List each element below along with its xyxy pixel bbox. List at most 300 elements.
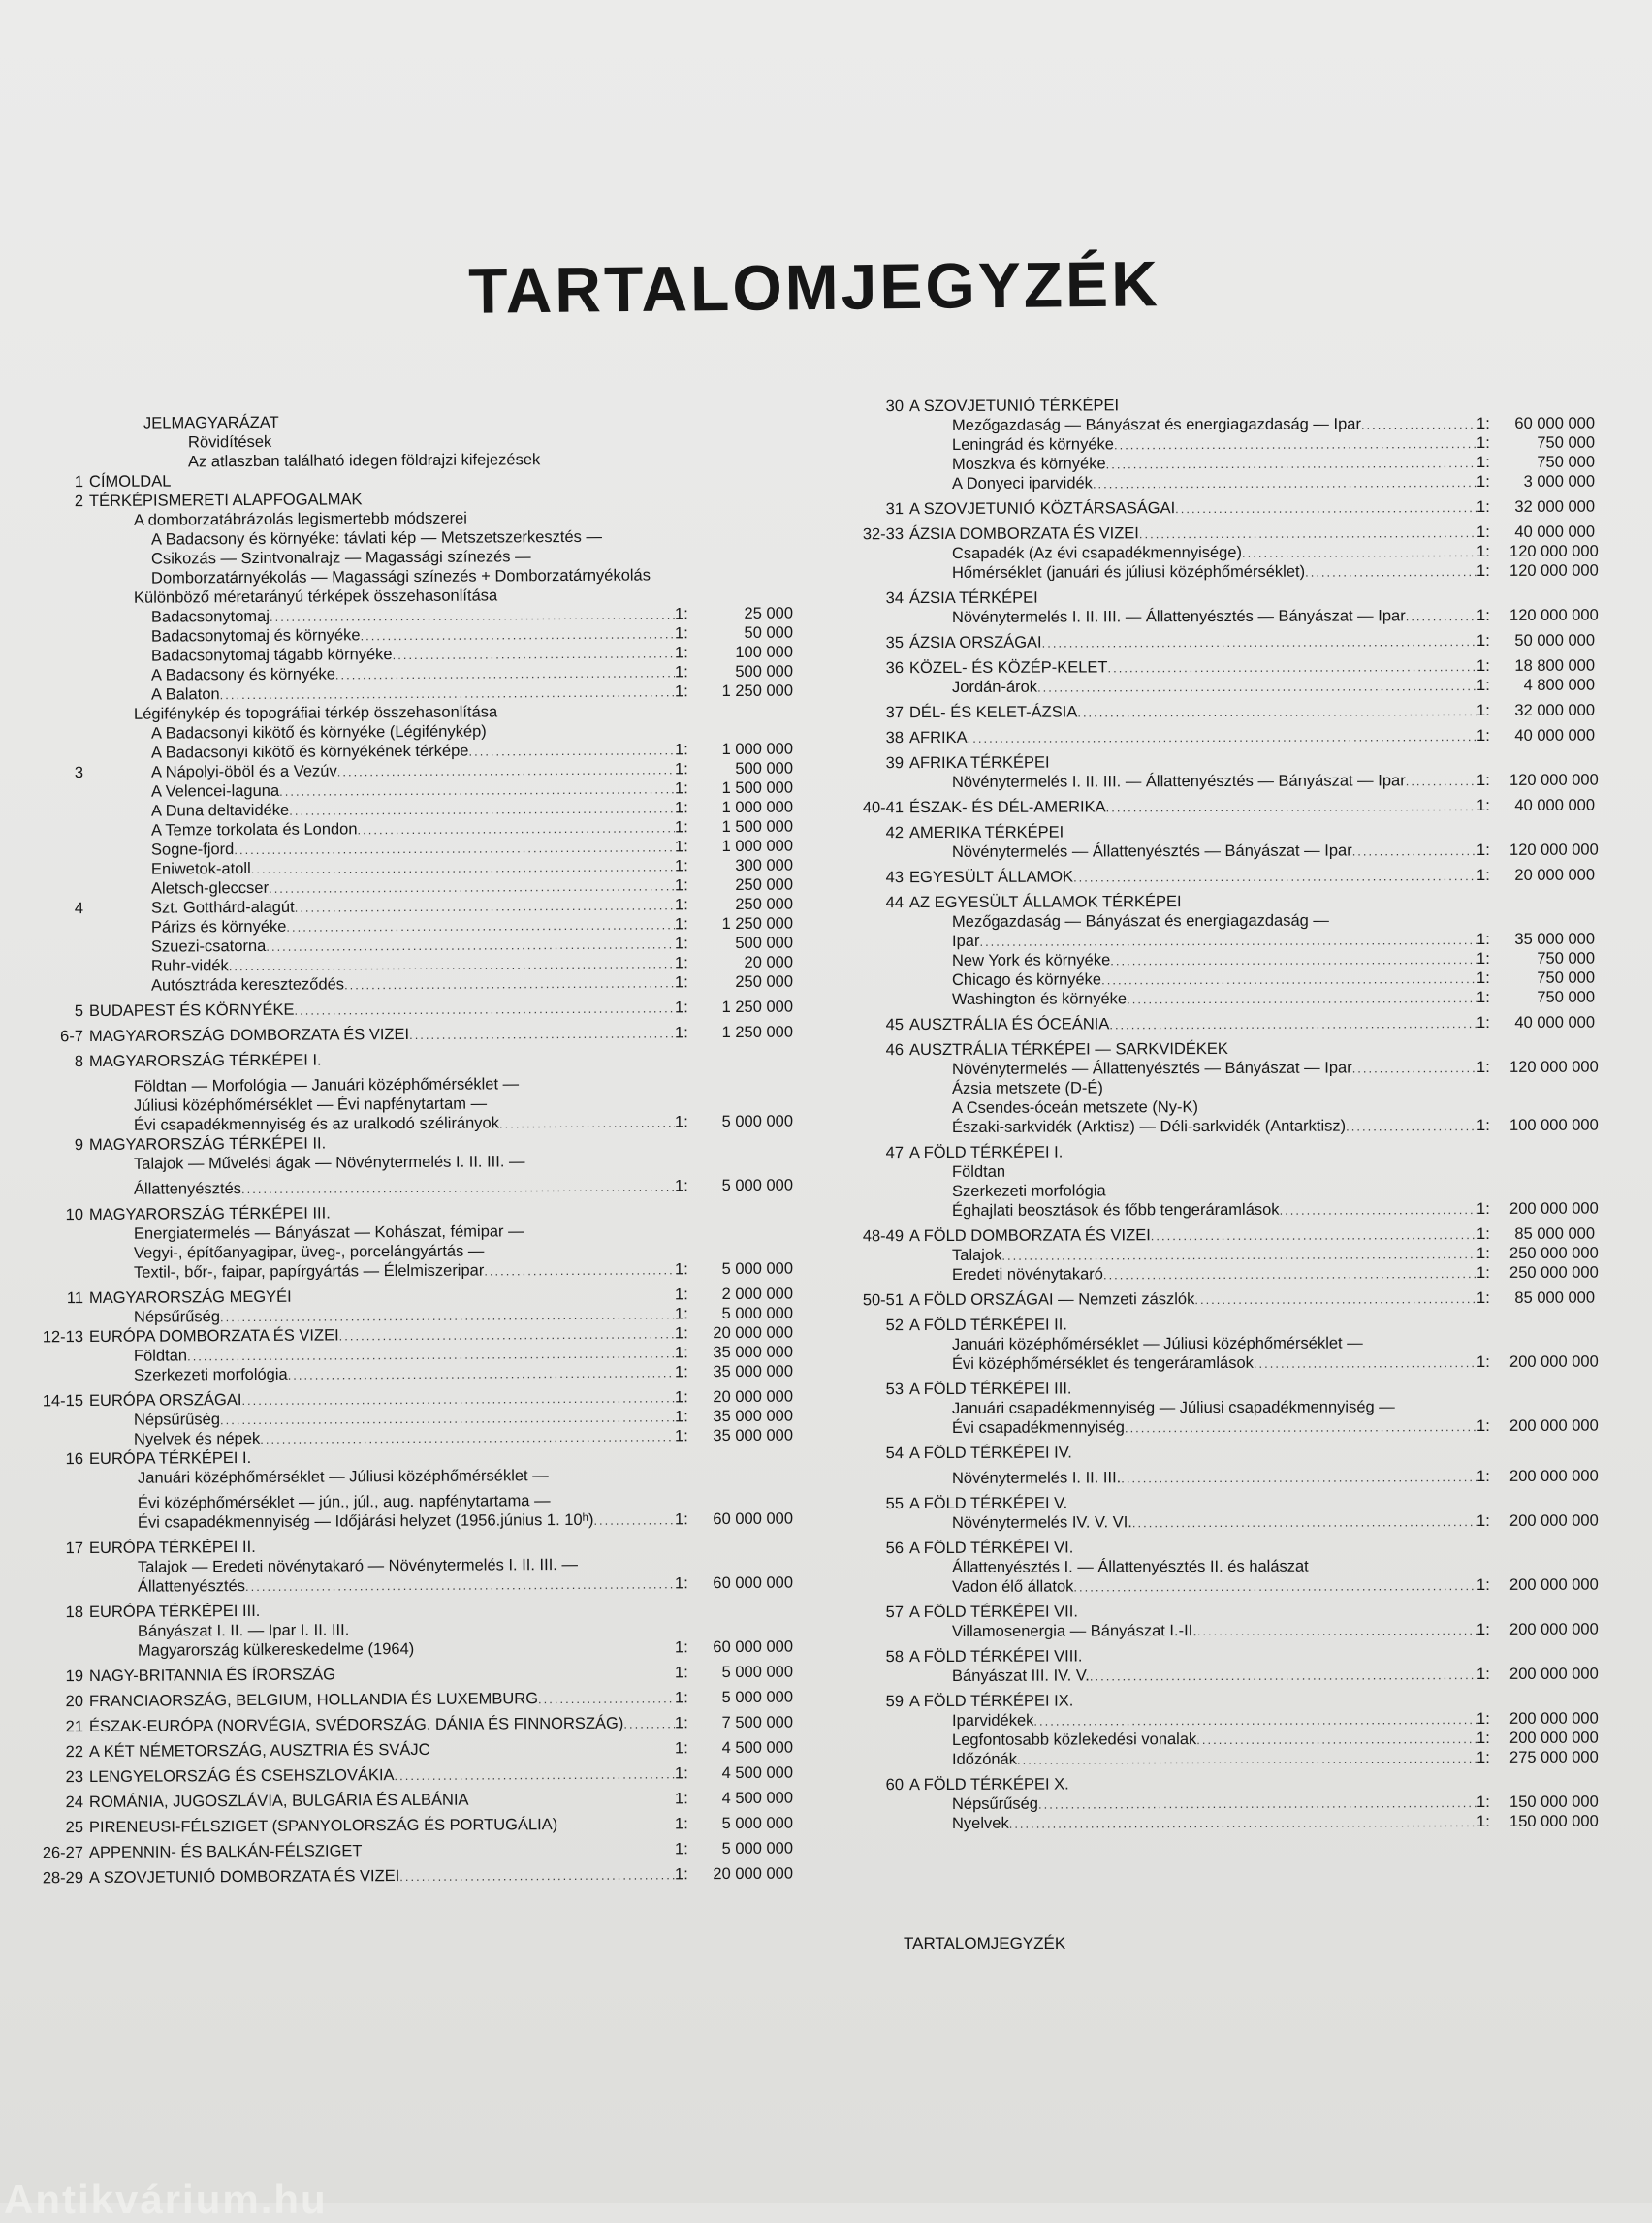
scale-value: 5 000 000	[708, 1663, 793, 1683]
spacer	[1103, 1092, 1477, 1093]
toc-entry	[834, 1378, 1595, 1400]
entry-title: Földtan — Morfológia — Januári középhőmérséklet —	[89, 1074, 519, 1096]
toc-entry	[834, 1575, 1595, 1598]
scale-prefix: 1:	[1477, 414, 1509, 433]
scale-prefix: 1:	[1477, 1416, 1509, 1436]
page-number: 22	[27, 1742, 89, 1762]
dot-leader	[1121, 1468, 1477, 1488]
scale-value: 1 500 000	[708, 817, 793, 838]
entry-title: A Badacsonyi kikötő és környéke (Légifénykép)	[89, 722, 487, 745]
scale-prefix: 1:	[675, 682, 708, 701]
toc-entry	[834, 1224, 1595, 1247]
scale-value	[708, 1088, 793, 1089]
dot-leader	[1077, 702, 1477, 722]
page-number: 16	[27, 1449, 89, 1469]
dot-leader	[1132, 1512, 1477, 1533]
scale-prefix: 1:	[1477, 1748, 1509, 1767]
scale-value: 50 000 000	[1509, 631, 1595, 651]
page-number: 5	[27, 1001, 89, 1021]
dot-leader	[1090, 1666, 1477, 1686]
entry-title: Bányászat III. IV. V.	[909, 1666, 1090, 1686]
scale-value: 4 500 000	[708, 1738, 793, 1759]
spacer	[1064, 836, 1477, 837]
scale-value: 5 000 000	[708, 1814, 793, 1834]
dot-leader	[484, 1260, 675, 1281]
scale-prefix: 1:	[1477, 969, 1509, 988]
entry-title: Mezőgazdaság — Bányászat és energiagazdaság —	[909, 911, 1329, 933]
entry-title: Legfontosabb közlekedési vonalak	[909, 1730, 1196, 1750]
page-number: 28-29	[27, 1868, 89, 1888]
entry-title: Állattenyésztés	[89, 1179, 241, 1199]
page-number: 36	[834, 658, 909, 678]
entry-title: Nyelvek	[909, 1814, 1009, 1833]
scale-prefix: 1:	[1477, 726, 1509, 746]
toc-entry	[834, 453, 1595, 475]
entry-title: Évi csapadékmennyiség	[909, 1417, 1125, 1438]
scale-prefix: 1:	[675, 1362, 708, 1381]
scale-prefix: 1:	[675, 1713, 708, 1732]
toc-entry	[834, 472, 1595, 494]
page-number: 34	[834, 588, 909, 608]
dot-leader	[1361, 415, 1477, 434]
entry-title: A SZOVJETUNIÓ DOMBORZATA ÉS VIZEI	[89, 1866, 399, 1888]
dot-leader	[1406, 607, 1477, 626]
entry-title: Csapadék (Az évi csapadékmennyisége)	[909, 543, 1242, 563]
spacer	[326, 1146, 675, 1148]
toc-entry	[834, 395, 1595, 417]
entry-title: NAGY-BRITANNIA ÉS ÍRORSZÁG	[89, 1665, 335, 1686]
scale-value: 2 000 000	[708, 1285, 793, 1305]
toc-entry	[834, 891, 1595, 913]
scale-value: 25 000	[708, 604, 793, 624]
scale-prefix: 1:	[675, 1285, 708, 1304]
scale-value: 300 000	[708, 856, 793, 876]
scale-prefix: 1:	[675, 1789, 708, 1808]
scale-value: 200 000 000	[1509, 1709, 1595, 1729]
scale-prefix: 1:	[675, 895, 708, 914]
scale-prefix: 1:	[1477, 1467, 1509, 1486]
toc-entry	[834, 587, 1595, 609]
toc-entry	[834, 1492, 1595, 1514]
scale-prefix: 1:	[1477, 1729, 1509, 1748]
page-number: 12-13	[27, 1327, 89, 1347]
toc-entry	[834, 1812, 1595, 1834]
scale-prefix: 1:	[1477, 866, 1509, 885]
entry-title: EURÓPA TÉRKÉPEI III.	[89, 1602, 260, 1622]
toc-entry	[834, 1199, 1595, 1222]
entry-title: A FÖLD TÉRKÉPEI III.	[909, 1380, 1072, 1400]
toc-entry	[834, 433, 1595, 456]
entry-title: Autósztráda kereszteződés	[89, 974, 344, 996]
page-number: 30	[834, 397, 909, 416]
scale-value: 150 000 000	[1509, 1793, 1595, 1812]
page-number: 17	[27, 1539, 89, 1558]
entry-title: Légifénykép és topográfiai térkép összehasonlítása	[89, 702, 497, 724]
scale-value	[708, 1216, 793, 1217]
scale-prefix: 1:	[675, 623, 708, 643]
entry-title: EURÓPA DOMBORZATA ÉS VIZEI	[89, 1325, 339, 1347]
entry-title: A FÖLD TÉRKÉPEI VI.	[909, 1539, 1073, 1559]
toc-entry	[27, 1259, 793, 1284]
dot-leader	[1242, 543, 1477, 563]
page-number: 52	[834, 1316, 909, 1335]
toc-entry	[834, 1773, 1595, 1795]
spacer	[578, 1569, 675, 1570]
scale-prefix: 1:	[675, 914, 708, 934]
spacer	[1309, 1571, 1477, 1572]
page-number: 8	[27, 1052, 89, 1071]
entry-title: A FÖLD TÉRKÉPEI IX.	[909, 1692, 1073, 1712]
toc-entry	[834, 1645, 1595, 1667]
scale-prefix: 1:	[675, 1864, 708, 1884]
dot-leader	[1073, 867, 1477, 887]
dot-leader	[1305, 562, 1477, 583]
toc-entry	[834, 701, 1595, 723]
spacer	[1063, 1156, 1477, 1157]
page-number: 47	[834, 1143, 909, 1162]
scale-value: 1 250 000	[708, 914, 793, 935]
toc-entry	[834, 949, 1595, 971]
entry-title: A SZOVJETUNIÓ KÖZTÁRSASÁGAI	[909, 498, 1175, 519]
entry-title: Szt. Gotthárd-alagút	[89, 898, 295, 918]
dot-leader	[1107, 657, 1477, 678]
scale-value: 35 000 000	[708, 1362, 793, 1382]
toc-entry	[834, 1116, 1595, 1138]
entry-title: A Balaton	[89, 684, 220, 705]
entry-title: Mezőgazdaság — Bányászat és energiagazdaság — Ipar	[909, 414, 1361, 435]
toc-entry	[834, 930, 1595, 952]
dot-leader	[1280, 1200, 1477, 1221]
scale-prefix: 1:	[1477, 676, 1509, 695]
toc-entry	[27, 1176, 793, 1200]
entry-title: Növénytermelés IV. V. VI.	[909, 1512, 1132, 1533]
entry-title: Bányászat I. II. — Ipar I. II. III.	[89, 1620, 349, 1641]
scale-prefix: 1:	[1477, 542, 1509, 561]
dot-leader	[1073, 1576, 1477, 1597]
page-number: 43	[834, 868, 909, 887]
entry-title: Párizs és környéke	[89, 917, 287, 937]
toc-entry	[834, 1556, 1595, 1578]
spacer	[1050, 766, 1477, 768]
scale-value	[708, 580, 793, 581]
scale-value: 250 000	[708, 875, 793, 896]
entry-title: A Velencei-laguna	[89, 781, 279, 802]
entry-title: Időzónák	[909, 1750, 1017, 1769]
scale-prefix: 1:	[1477, 771, 1509, 790]
scale-value: 750 000	[1509, 949, 1595, 969]
spacer	[1119, 409, 1477, 410]
toc-entry	[834, 1442, 1595, 1464]
scale-prefix: 1:	[675, 1323, 708, 1343]
scale-prefix: 1:	[1477, 1224, 1509, 1244]
entry-title: A KÉT NÉMETORSZÁG, AUSZTRIA ÉS SVÁJC	[89, 1740, 430, 1762]
scale-value: 7 500 000	[708, 1713, 793, 1733]
scale-value: 20 000 000	[708, 1864, 793, 1885]
scale-value: 20 000 000	[708, 1387, 793, 1408]
scale-value: 750 000	[1509, 433, 1595, 453]
entry-title: Ázsia metszete (D-É)	[909, 1078, 1103, 1098]
spacer	[1182, 905, 1477, 906]
scale-prefix: 1:	[675, 953, 708, 972]
scale-prefix: 1:	[1477, 1665, 1509, 1684]
entry-title: AZ EGYESÜLT ÁLLAMOK TÉRKÉPEI	[909, 892, 1182, 912]
page-number: 3	[27, 763, 89, 782]
scale-prefix: 1:	[675, 1663, 708, 1682]
toc-entry	[27, 1814, 793, 1838]
entry-title: Földtan	[89, 1346, 187, 1366]
entry-title: KÖZEL- ÉS KÖZÉP-KELET	[909, 657, 1108, 678]
toc-entry	[834, 1690, 1595, 1712]
entry-title: AMERIKA TÉRKÉPEI	[909, 823, 1064, 843]
spacer	[292, 1299, 675, 1301]
page-number: 42	[834, 823, 909, 842]
entry-title: JELMAGYARÁZAT	[89, 413, 279, 433]
toc-entry	[834, 606, 1595, 628]
scale-prefix: 1:	[1477, 949, 1509, 969]
toc-entry	[834, 656, 1595, 679]
scale-value	[708, 425, 793, 426]
entry-title: Szerkezeti morfológia	[89, 1365, 288, 1385]
scale-value: 500 000	[708, 759, 793, 779]
toc-entry	[834, 1288, 1595, 1311]
page-number: 21	[27, 1717, 89, 1736]
toc-entry	[834, 1013, 1595, 1035]
page-number: 9	[27, 1135, 89, 1155]
spacer	[1072, 1456, 1477, 1457]
footer-reference: TARTALOMJEGYZÉK	[904, 1934, 1065, 1953]
dot-leader	[1114, 434, 1477, 455]
page-number: 44	[834, 893, 909, 912]
entry-title: A FÖLD TÉRKÉPEI II.	[909, 1316, 1067, 1336]
scale-prefix: 1:	[675, 1387, 708, 1407]
scale-prefix: 1:	[1477, 1620, 1509, 1639]
dot-leader	[344, 973, 675, 995]
scale-value: 275 000 000	[1509, 1748, 1595, 1767]
dot-leader	[1009, 1813, 1477, 1834]
scale-value: 60 000 000	[708, 1509, 793, 1530]
page-number: 56	[834, 1539, 909, 1558]
scale-value: 85 000 000	[1509, 1224, 1595, 1244]
page-number: 31	[834, 499, 909, 519]
toc-entry	[834, 1467, 1595, 1489]
spacer	[1228, 1053, 1477, 1054]
entry-title: A FÖLD TÉRKÉPEI IV.	[909, 1444, 1072, 1464]
scale-value: 35 000 000	[708, 1426, 793, 1446]
scale-prefix: 1:	[1477, 523, 1509, 542]
scale-value: 20 000 000	[708, 1323, 793, 1344]
scale-value: 250 000 000	[1509, 1244, 1595, 1263]
entry-title: Évi középhőmérséklet — jún., júl., aug. napfénytartama —	[89, 1491, 551, 1513]
entry-title: Chicago és környéke	[909, 969, 1101, 990]
scale-value: 18 800 000	[1509, 656, 1595, 676]
scale-prefix: 1:	[1477, 606, 1509, 625]
dot-leader	[1103, 1264, 1477, 1285]
scale-prefix: 1:	[675, 1259, 708, 1279]
scale-value	[708, 1146, 793, 1147]
scale-prefix: 1:	[1477, 841, 1509, 860]
scale-value: 750 000	[1509, 969, 1595, 988]
toc-entry	[27, 1509, 793, 1534]
scale-value: 200 000 000	[1509, 1575, 1595, 1595]
page-number: 37	[834, 703, 909, 722]
toc-entry	[834, 414, 1595, 436]
scale-prefix: 1:	[1477, 930, 1509, 949]
spacer	[363, 1854, 676, 1856]
page-number: 10	[27, 1205, 89, 1224]
page-number: 54	[834, 1444, 909, 1463]
entry-title: Leningrád és környéke	[909, 434, 1114, 455]
scale-value: 40 000 000	[1509, 523, 1595, 542]
scale-value: 5 000 000	[708, 1112, 793, 1132]
page-number: 58	[834, 1647, 909, 1667]
scale-prefix: 1:	[675, 662, 708, 682]
entry-title: A FÖLD TÉRKÉPEI V.	[909, 1494, 1067, 1514]
scale-value: 150 000 000	[1509, 1812, 1595, 1831]
dot-leader	[1194, 1289, 1477, 1310]
entry-title: Badacsonytomaj	[89, 607, 270, 627]
scale-value	[708, 1505, 793, 1506]
scale-value: 35 000 000	[708, 1343, 793, 1363]
scale-value: 85 000 000	[1509, 1288, 1595, 1308]
toc-entry	[27, 1839, 793, 1863]
entry-title: EURÓPA TÉRKÉPEI I.	[89, 1448, 251, 1469]
spacer	[557, 1828, 675, 1829]
toc-entry	[834, 841, 1595, 863]
scale-value: 200 000 000	[1509, 1620, 1595, 1639]
scale-value: 200 000 000	[1509, 1511, 1595, 1531]
entry-title: A Csendes-óceán metszete (Ny-K)	[909, 1097, 1198, 1118]
spacer	[1078, 1615, 1477, 1616]
spacer	[1069, 1788, 1477, 1789]
scale-value: 1 250 000	[708, 682, 793, 702]
dot-leader	[1197, 1621, 1477, 1641]
scale-prefix: 1:	[1477, 701, 1509, 720]
spacer	[525, 1165, 676, 1166]
scale-prefix: 1:	[675, 1763, 708, 1783]
scale-value	[708, 444, 793, 445]
page-number: 50-51	[834, 1290, 909, 1310]
page-number: 38	[834, 728, 909, 747]
dot-leader	[245, 1574, 675, 1597]
page-number: 45	[834, 1015, 909, 1034]
toc-entry	[834, 1314, 1595, 1336]
entry-title: ÁZSIA TÉRKÉPEI	[909, 588, 1038, 608]
spacer	[331, 1216, 675, 1218]
toc-entry	[27, 1362, 793, 1386]
entry-title: A FÖLD DOMBORZATA ÉS VIZEI	[909, 1225, 1151, 1246]
scale-value	[708, 463, 793, 464]
scale-value: 120 000 000	[1509, 1058, 1595, 1077]
entry-title: Állattenyésztés	[89, 1576, 245, 1597]
entry-title: AUSZTRÁLIA TÉRKÉPEI — SARKVIDÉKEK	[909, 1039, 1228, 1060]
entry-title: ROMÁNIA, JUGOSZLÁVIA, BULGÁRIA ÉS ALBÁNIA	[89, 1791, 469, 1812]
scale-prefix: 1:	[675, 798, 708, 817]
entry-title: ÁZSIA DOMBORZATA ÉS VIZEI	[909, 524, 1139, 544]
entry-title: Moszkva és környéke	[909, 454, 1106, 474]
entry-title: A FÖLD TÉRKÉPEI VIII.	[909, 1646, 1083, 1667]
page-number: 19	[27, 1667, 89, 1686]
toc-entry	[27, 1789, 793, 1813]
entry-title: Januári középhőmérséklet — Júliusi középhőmérséklet —	[909, 1333, 1363, 1354]
toc-entry	[834, 631, 1595, 653]
spacer	[256, 1549, 675, 1552]
spacer	[524, 1235, 675, 1236]
scale-value	[708, 1549, 793, 1550]
toc-entry	[834, 1244, 1595, 1266]
toc-entry	[27, 1688, 793, 1712]
entry-title: Szuezi-csatorna	[89, 937, 266, 957]
entry-title: Aletsch-gleccser	[89, 878, 269, 899]
page-number: 60	[834, 1775, 909, 1794]
entry-title: Északi-sarkvidék (Arktisz) — Déli-sarkvidék (Antarktisz)	[909, 1117, 1346, 1138]
spacer	[497, 599, 675, 600]
toc-entry	[834, 676, 1595, 698]
entry-title: Nyelvek és népek	[89, 1429, 260, 1449]
scale-value: 500 000	[708, 934, 793, 954]
entry-title: Badacsonytomaj és környéke	[89, 625, 361, 647]
entry-title: A Badacsony és környéke	[89, 664, 335, 685]
entry-title: Rövidítések	[89, 432, 271, 453]
scale-value: 750 000	[1509, 988, 1595, 1007]
entry-title: Eniwetok-atoll	[89, 859, 251, 879]
scale-prefix: 1:	[675, 1839, 708, 1858]
scale-value: 250 000	[708, 895, 793, 915]
scale-value	[708, 715, 793, 716]
spacer	[1005, 1175, 1477, 1177]
page-number: 23	[27, 1767, 89, 1787]
page-number: 26-27	[27, 1843, 89, 1862]
scale-prefix: 1:	[675, 1426, 708, 1445]
page-number: 32-33	[834, 524, 909, 544]
scale-prefix: 1:	[1477, 561, 1509, 581]
dot-leader	[1037, 677, 1477, 698]
entry-title: MAGYARORSZÁG MEGYÉI	[89, 1287, 292, 1308]
scale-prefix: 1:	[675, 1407, 708, 1426]
page-number: 24	[27, 1793, 89, 1812]
toc-entry	[27, 1465, 793, 1489]
entry-title: Növénytermelés I. II. III. — Állattenyésztés — Bányászat — Ipar	[909, 771, 1406, 792]
scale-prefix: 1:	[675, 1176, 708, 1195]
toc-entry	[834, 796, 1595, 818]
entry-title: Energiatermelés — Bányászat — Kohászat, fémipar —	[89, 1222, 524, 1244]
spacer	[260, 1613, 675, 1616]
spacer	[1072, 1392, 1477, 1393]
scale-prefix: 1:	[675, 1688, 708, 1707]
dot-leader	[241, 1177, 675, 1199]
scale-prefix: 1:	[675, 1304, 708, 1323]
scale-value	[708, 483, 793, 484]
toc-entry	[834, 1058, 1595, 1080]
entry-title: Vadon élő állatok	[909, 1577, 1073, 1598]
scale-prefix: 1:	[1477, 988, 1509, 1007]
toc-entry	[27, 1738, 793, 1763]
scale-prefix: 1:	[675, 1112, 708, 1131]
spacer	[171, 483, 675, 486]
page-number: 25	[27, 1818, 89, 1837]
page-number: 35	[834, 633, 909, 652]
entry-title: A FÖLD ORSZÁGAI — Nemzeti zászlók	[909, 1289, 1194, 1310]
dot-leader	[1110, 950, 1477, 970]
scale-value: 200 000 000	[1509, 1665, 1595, 1684]
toc-entry	[834, 1180, 1595, 1202]
entry-title: EGYESÜLT ÁLLAMOK	[909, 868, 1073, 888]
scale-value: 1 000 000	[708, 798, 793, 818]
entry-title: Szerkezeti morfológia	[909, 1181, 1106, 1201]
scale-value	[708, 1479, 793, 1480]
entry-title: FRANCIAORSZÁG, BELGIUM, HOLLANDIA ÉS LUXEMBURG	[89, 1689, 538, 1711]
entry-title: Földtan	[909, 1162, 1005, 1182]
spacer	[1198, 1111, 1477, 1112]
